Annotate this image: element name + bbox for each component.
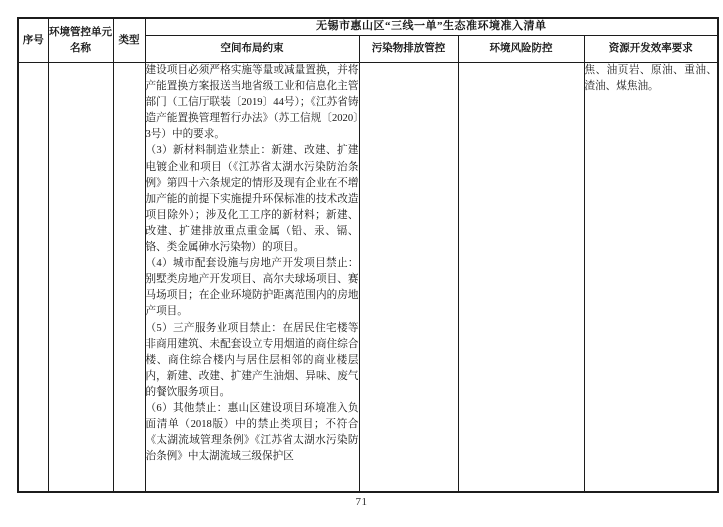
col-header-resource-efficiency: 资源开发效率要求 <box>584 36 718 63</box>
spatial-paragraph-continuation: 建设项目必须严格实施等量或减量置换，并将产能置换方案报送当地省级工业和信息化主管部门（工信厅联装〔2019〕44号）；《江苏省铸造产能置换管理暂行办法》（苏工信规〔2020〕3号）中的要求。 <box>145 65 359 141</box>
resource-requirements-text: 焦、油页岩、原油、重油、渣油、煤焦油。 <box>584 65 717 93</box>
cell-risk-control <box>458 63 584 493</box>
cell-pollutant-control <box>359 63 458 493</box>
col-header-pollutant-control: 污染物排放管控 <box>359 36 458 63</box>
access-list-table <box>17 17 719 493</box>
col-header-serial: 序号 <box>18 18 48 63</box>
spatial-paragraph-3: （3）新材料制造业禁止：新建、改建、扩建电镀企业和项目（《江苏省太湖水污染防治条例》第四十六条规定的情形及现有企业在不增加产能的前提下实施提升环保标准的技术改造项目除外）；涉及化工工序的新材料；新建、改建、扩建排放重点重金属（铅、汞、镉、铬、类金属砷水污染物）的项目。 <box>145 145 359 254</box>
col-header-risk-control: 环境风险防控 <box>458 36 584 63</box>
cell-unit-name <box>48 63 113 493</box>
table-row <box>18 63 718 493</box>
spatial-paragraph-4: （4）城市配套设施与房地产开发项目禁止：别墅类房地产开发项目、高尔夫球场项目、赛马场项目；在企业环境防护距离范围内的房地产项目。 <box>145 258 359 318</box>
page-number: 71 <box>355 496 368 508</box>
spatial-paragraph-6: （6）其他禁止：惠山区建设项目环境准入负面清单（2018版）中的禁止类项目；不符合《太湖流域管理条例》《江苏省太湖水污染防治条例》中太湖流域三级保护区 <box>145 402 359 463</box>
col-header-spatial-constraints: 空间布局约束 <box>145 36 359 63</box>
cell-resource-requirements <box>584 63 718 493</box>
header-row-title <box>18 18 718 36</box>
table-title: 无锡市惠山区“三线一单”生态准环境准入清单 <box>145 18 718 36</box>
col-header-type: 类型 <box>113 18 145 63</box>
cell-serial <box>18 63 48 493</box>
col-header-unit-name: 环境管控单元名称 <box>48 18 113 63</box>
cell-spatial-constraints <box>145 63 359 493</box>
spatial-paragraph-5: （5）三产服务业项目禁止：在居民住宅楼等非商用建筑、未配套设立专用烟道的商住综合楼、商住综合楼内与居住层相邻的商业楼层内，新建、改建、扩建产生油烟、异味、废气的餐饮服务项目。 <box>145 322 359 398</box>
cell-type <box>113 63 145 493</box>
